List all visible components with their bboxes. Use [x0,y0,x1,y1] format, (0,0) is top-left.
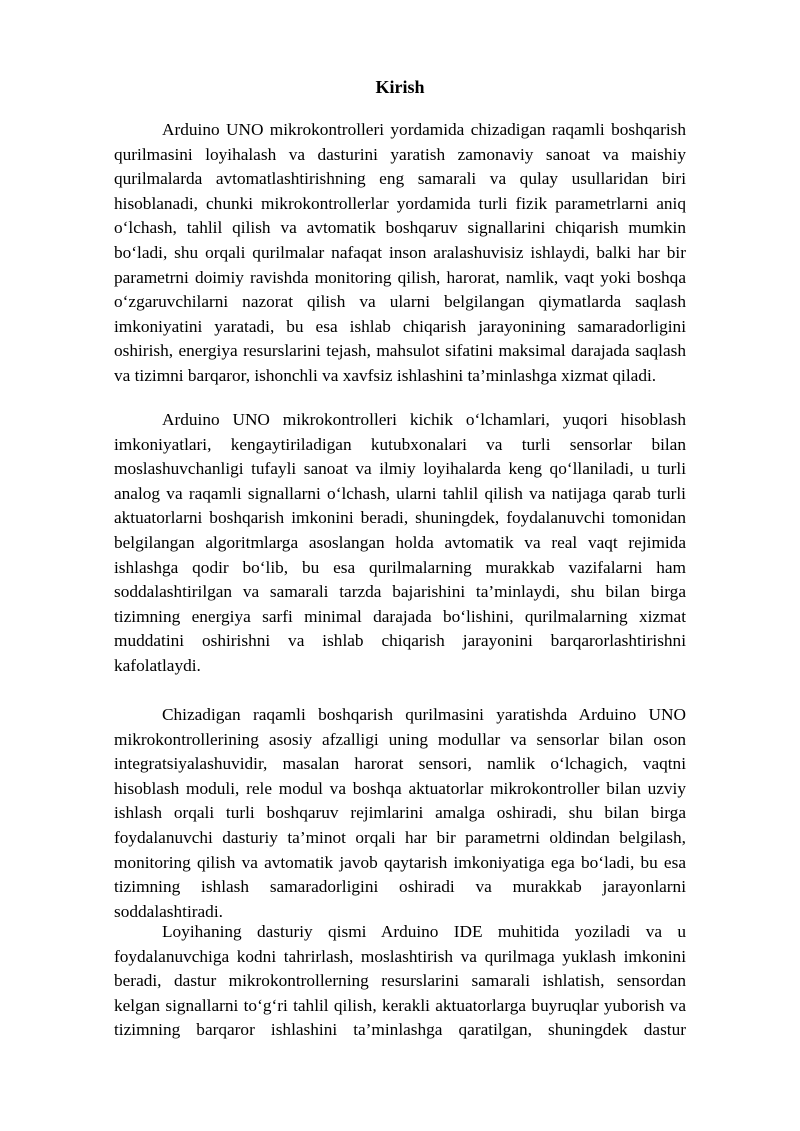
document-title: Kirish [375,77,425,97]
paragraph-4: Loyihaning dasturiy qismi Arduino IDE muhitida yoziladi va u foydalanuvchiga kodni tahrirlash, moslashtirish va qurilmaga yuklash imkonini beradi, dastur mikrokontrollerning resurslarini samarali ishlatish, sensordan kelgan signallarni to‘g‘ri tahlil qilish, kerakli aktuatorlarga buyruqlar yuborish va tizimning barqaror ishlashini ta’minlashga qaratilgan, shuningdek dastur [114,922,686,1040]
paragraph-2: Arduino UNO mikrokontrolleri kichik o‘lchamlari, yuqori hisoblash imkoniyatlari, kengaytiriladigan kutubxonalari va turli sensorlar bilan moslashuvchanligi tufayli sanoat va ilmiy loyihalarda keng qo‘llaniladi, u turli analog va raqamli signallarni o‘lchash, ularni tahlil qilish va natijaga qarab turli aktuatorlarni boshqarish imkonini beradi, shuningdek, foydalanuvchi tomonidan belgilangan algoritmlarga asoslangan holda avtomatik va real vaqt rejimida ishlashga qodir bo‘lib, bu esa qurilmalarning murakkab vazifalarni ham soddalashtirilgan va samarali tarzda bajarishini ta’minlaydi, shu bilan birga tizimning energiya sarfi minimal darajada bo‘lishini, qurilmalarning xizmat muddatini oshirishni va ishlab chiqarish jarayonini barqarorlashtirishni kafolatlaydi. [114,410,686,675]
paragraph-1: Arduino UNO mikrokontrolleri yordamida chizadigan raqamli boshqarish qurilmasini loyihalash va dasturini yaratish zamonaviy sanoat va maishiy qurilmalarda avtomatlashtirishning eng samarali va qulay usullaridan biri hisoblanadi, chunki mikrokontrollerlar yordamida turli fizik parametrlarni aniq o‘lchash, tahlil qilish va avtomatik boshqaruv signallarini chiqarish mumkin bo‘ladi, shu orqali qurilmalar nafaqat inson aralashuvisiz ishlaydi, balki har bir parametrni doimiy ravishda monitoring qilish, harorat, namlik, vaqt yoki boshqa o‘zgaruvchilarni nazorat qilish va ularni belgilangan qiymatlarda saqlash imkoniyatini yaratadi, bu esa ishlab chiqarish jarayonining samaradorligini oshirish, energiya resurslarini tejash, mahsulot sifatini maksimal darajada saqlash va tizimni barqaror, ishonchli va xavfsiz ishlashini ta’minlashga xizmat qiladi. [114,120,686,385]
paragraph-3: Chizadigan raqamli boshqarish qurilmasini yaratishda Arduino UNO mikrokontrollerining asosiy afzalligi uning modullar va sensorlar bilan oson integratsiyalashuvidir, masalan harorat sensori, namlik o‘lchagich, vaqtni hisoblash moduli, rele modul va boshqa aktuatorlar mikrokontroller bilan uzviy ishlash orqali turli boshqaruv rejimlarini amalga oshiradi, shu bilan birga foydalanuvchi dasturiy ta’minot orqali har bir parametrni oldindan belgilash, monitoring qilish va avtomatik javob qaytarish imkoniyatiga ega bo‘ladi, bu esa tizimning ishlash samaradorligini oshiradi va murakkab jarayonlarni soddalashtiradi. [114,705,686,921]
